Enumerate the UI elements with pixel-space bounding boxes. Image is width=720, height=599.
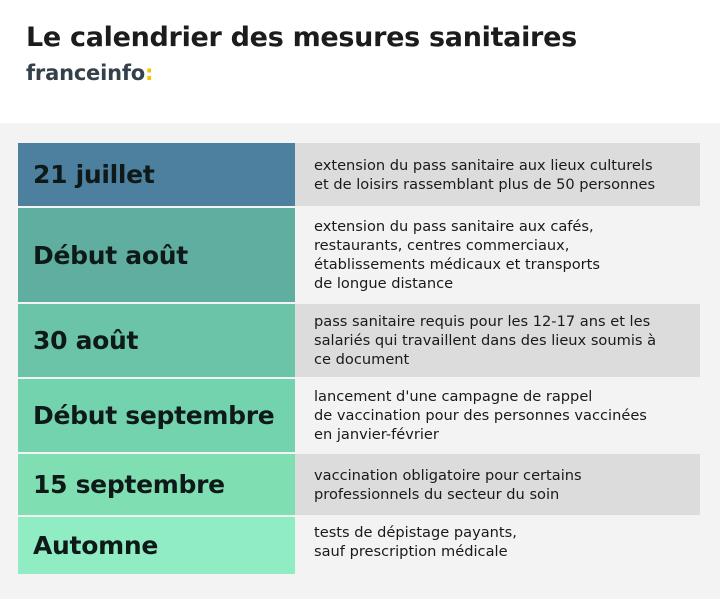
brand-name: franceinfo (26, 61, 146, 85)
row-date: Début septembre (18, 379, 295, 452)
row-date: 30 août (18, 304, 295, 377)
table-row (18, 208, 700, 304)
row-description: pass sanitaire requis pour les 12-17 ans et les salariés qui travaillent dans des lieux soumis à ce document (295, 304, 700, 377)
row-description: lancement d'une campagne de rappel de vaccination pour des personnes vaccinées en janvier-février (295, 379, 700, 452)
row-date: Automne (18, 517, 295, 574)
franceinfo-logo (26, 61, 577, 85)
table-row (18, 379, 700, 454)
row-date: Début août (18, 208, 295, 302)
brand-colon: : (145, 61, 154, 85)
calendar-table (18, 143, 700, 574)
row-description: tests de dépistage payants, sauf prescription médicale (295, 517, 700, 574)
page-title: Le calendrier des mesures sanitaires (26, 22, 577, 53)
header (26, 22, 577, 85)
row-date: 15 septembre (18, 454, 295, 515)
row-description: vaccination obligatoire pour certains professionnels du secteur du soin (295, 454, 700, 515)
table-row (18, 143, 700, 208)
table-row (18, 454, 700, 517)
row-description: extension du pass sanitaire aux lieux culturels et de loisirs rassemblant plus de 50 personnes (295, 143, 700, 206)
row-date: 21 juillet (18, 143, 295, 206)
table-row (18, 304, 700, 379)
row-description: extension du pass sanitaire aux cafés, restaurants, centres commerciaux, établissements médicaux et transports de longue distance (295, 208, 700, 302)
table-row (18, 517, 700, 574)
